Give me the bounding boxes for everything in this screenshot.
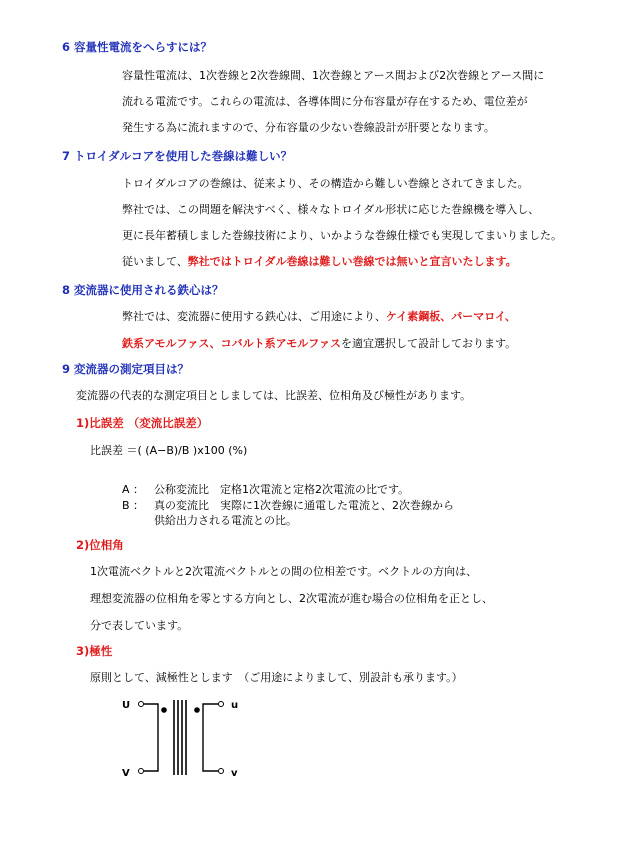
section-7-line-3: 更に長年蓄積しました巻線技術により、いかような巻線仕様でも実現してまいりました。 (122, 229, 562, 242)
section-7-line-1: トロイダルコアの巻線は、従来より、その構造から難しい巻線とされてきました。 (122, 177, 529, 190)
definition-a-key: A ： (122, 483, 145, 496)
section-7-declaration: 弊社ではトロイダル巻線は難しい巻線では無いと宣言いたします。 (187, 255, 517, 268)
section-9-intro: 変流器の代表的な測定項目としましては、比誤差、位相角及び極性があります。 (76, 389, 472, 402)
section-6-line-1: 容量性電流は、1次巻線と2次巻線間、1次巻線とアース間および2次巻線とアース間に (122, 69, 545, 82)
terminal-V (139, 769, 144, 774)
secondary-polarity-dot (194, 707, 200, 713)
terminal-v (219, 769, 224, 774)
section-6-line-2: 流れる電流です。これらの電流は、各導体間に分布容量が存在するため、電位差が (122, 95, 528, 108)
ratio-error-title: 1)比誤差 （変流比誤差） (76, 416, 209, 430)
definition-b-text-1: 真の変流比 実際に1次巻線に通電した電流と、2次巻線から (154, 499, 454, 512)
polarity-title: 3)極性 (76, 644, 113, 658)
section-7-line-4 (122, 255, 517, 269)
terminal-V-label: V (122, 768, 130, 779)
terminal-U (139, 702, 144, 707)
primary-winding (144, 704, 158, 771)
section-6-line-3: 発生する為に流れますので、分布容量の少ない巻線設計が肝要となります。 (122, 121, 495, 134)
terminal-u (219, 702, 224, 707)
phase-angle-title: 2)位相角 (76, 538, 124, 552)
terminal-v-label: v (231, 768, 238, 779)
definition-b-text-2: 供給出力される電流との比。 (154, 514, 297, 527)
section-6-heading: 6 容量性電流をへらすには？ (62, 40, 213, 54)
terminal-U-label: U (122, 700, 131, 711)
section-7-heading: 7 トロイダルコアを使用した巻線は難しい？ (62, 149, 293, 163)
section-9-heading: 9 変流器の測定項目は？ (62, 362, 190, 376)
phase-angle-line-3: 分で表しています。 (90, 619, 189, 632)
transformer-core (174, 700, 186, 775)
section-8-line-1-prefix: 弊社では、変流器に使用する鉄心は、ご用途により、 (122, 310, 386, 323)
polarity-diagram (118, 692, 278, 782)
section-8-heading: 8 変流器に使用される鉄心は？ (62, 283, 224, 297)
primary-polarity-dot (161, 707, 167, 713)
section-8-line-2-suffix: を適宜選択して設計しております。 (341, 337, 517, 350)
section-8-line-2 (122, 337, 516, 351)
definition-b-key: B ： (122, 499, 145, 512)
section-8-materials-2: 鉄系アモルファス、コバルト系アモルファス (122, 337, 342, 350)
section-7-line-4-prefix: 従いまして、 (122, 255, 188, 268)
section-8-line-1 (122, 310, 516, 324)
section-8-materials-1: ケイ素鋼板、パーマロイ、 (386, 310, 516, 323)
terminal-u-label: u (231, 700, 239, 711)
ratio-error-formula: 比誤差 ＝( (A−B)/B )x100 (%) (90, 444, 248, 457)
secondary-winding (203, 704, 218, 771)
phase-angle-line-2: 理想変流器の位相角を零とする方向とし、2次電流が進む場合の位相角を正とし、 (90, 592, 493, 605)
polarity-text: 原則として、減極性とします （ご用途によりまして、別設計も承ります。） (90, 671, 463, 684)
phase-angle-line-1: 1次電流ベクトルと2次電流ベクトルとの間の位相差です。ベクトルの方向は、 (90, 565, 478, 578)
definition-a-text: 公称変流比 定格1次電流と定格2次電流の比です。 (154, 483, 410, 496)
section-7-line-2: 弊社では、この問題を解決すべく、様々なトロイダル形状に応じた巻線機を導入し、 (122, 203, 540, 216)
